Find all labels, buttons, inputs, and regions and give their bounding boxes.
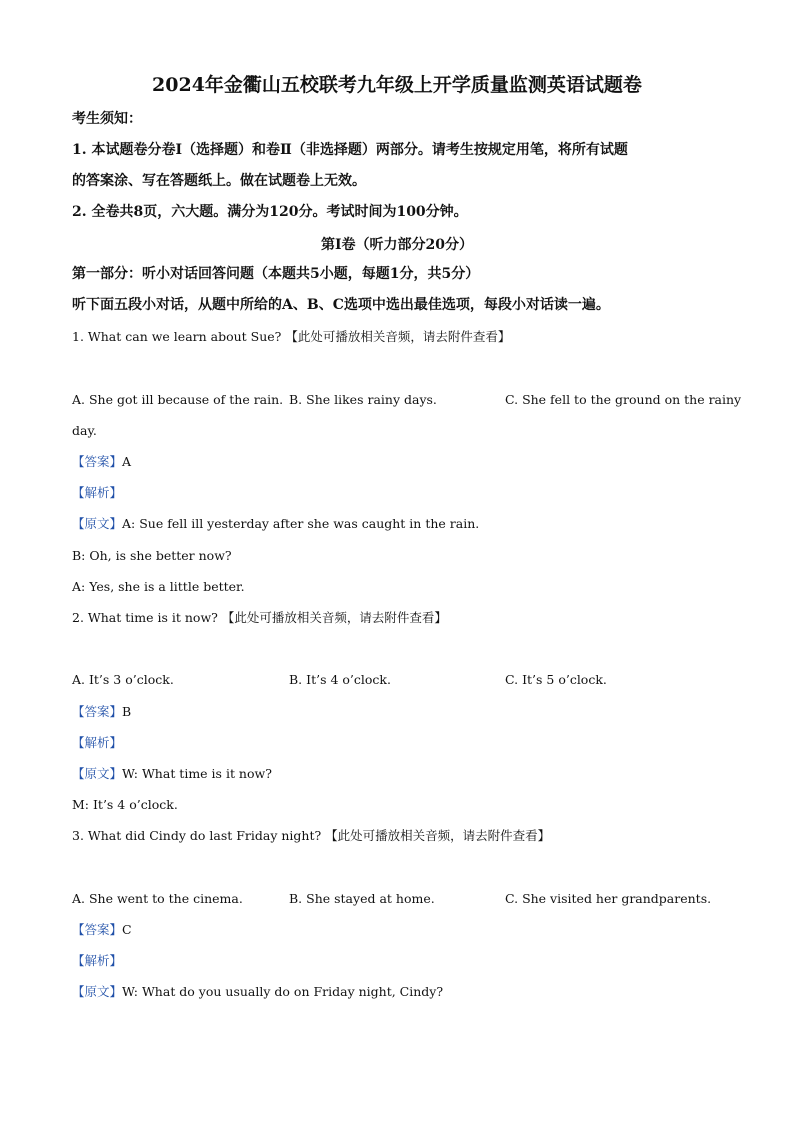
transcript-line: W: What time is it now? [122, 766, 272, 781]
question-3-option-a: A. She went to the cinema. [72, 891, 243, 906]
question-3-answer [72, 921, 132, 939]
page-title: 2024年金衢山五校联考九年级上开学质量监测英语试题卷 [152, 74, 642, 96]
question-2-transcript-1 [72, 765, 272, 783]
question-3-option-c: C. She visited her grandparents. [505, 891, 712, 906]
answer-label: 【答案】 [72, 454, 123, 469]
answer-value: B [122, 704, 132, 719]
analysis-label: 【解析】 [72, 953, 123, 968]
notice-item-1-cont: 的答案涂、写在答题纸上。做在试题卷上无效。 [72, 173, 366, 189]
transcript-label: 【原文】 [72, 516, 123, 531]
analysis-label: 【解析】 [72, 485, 123, 500]
transcript-line: A: Sue fell ill yesterday after she was caught in the rain. [122, 516, 480, 531]
part1-heading: 第一部分：听小对话回答问题（本题共5小题，每题1分，共5分） [72, 266, 480, 282]
notice-item-1: 1. 本试题卷分卷Ⅰ（选择题）和卷Ⅱ（非选择题）两部分。请考生按规定用笔，将所有试题 [72, 142, 628, 158]
notice-heading: 考生须知： [72, 111, 142, 127]
question-1-stem: 1. What can we learn about Sue? 【此处可播放相关音频，请去附件查看】 [72, 329, 511, 344]
answer-value: A [122, 454, 132, 469]
analysis-label: 【解析】 [72, 735, 123, 750]
question-3-transcript-1 [72, 983, 443, 1001]
question-2-answer [72, 703, 131, 721]
question-2-option-c: C. It’s 5 o’clock. [505, 672, 607, 687]
part1-instruction: 听下面五段小对话，从题中所给的A、B、C选项中选出最佳选项，每段小对话读一遍。 [72, 297, 610, 313]
answer-value: C [122, 922, 132, 937]
transcript-label: 【原文】 [72, 766, 123, 781]
question-1-option-c-cont: day. [72, 423, 97, 438]
question-3-option-b: B. She stayed at home. [289, 891, 435, 906]
question-3-stem: 3. What did Cindy do last Friday night? 【此处可播放相关音频，请去附件查看】 [72, 828, 551, 843]
question-2-option-a: A. It’s 3 o’clock. [72, 672, 174, 687]
question-1-transcript-1 [72, 515, 479, 533]
question-1-option-b: B. She likes rainy days. [289, 392, 437, 407]
answer-label: 【答案】 [72, 922, 123, 937]
question-2-stem: 2. What time is it now? 【此处可播放相关音频，请去附件查看】 [72, 610, 447, 625]
question-3-analysis [72, 952, 122, 970]
question-2-option-b: B. It’s 4 o’clock. [289, 672, 391, 687]
question-2-transcript-2: M: It’s 4 o’clock. [72, 797, 178, 812]
question-1-option-a: A. She got ill because of the rain. [72, 392, 284, 407]
transcript-label: 【原文】 [72, 984, 123, 999]
question-1-analysis [72, 484, 122, 502]
question-1-transcript-3: A: Yes, she is a little better. [72, 579, 245, 594]
notice-item-2: 2. 全卷共8页，六大题。满分为120分。考试时间为100分钟。 [72, 204, 468, 220]
question-1-transcript-2: B: Oh, is she better now? [72, 548, 232, 563]
transcript-line: W: What do you usually do on Friday night, Cindy? [122, 984, 444, 999]
answer-label: 【答案】 [72, 704, 123, 719]
section-title: 第Ⅰ卷（听力部分20分） [320, 237, 474, 253]
question-2-analysis [72, 734, 122, 752]
question-1-answer [72, 453, 131, 471]
question-1-option-c: C. She fell to the ground on the rainy [505, 392, 742, 407]
